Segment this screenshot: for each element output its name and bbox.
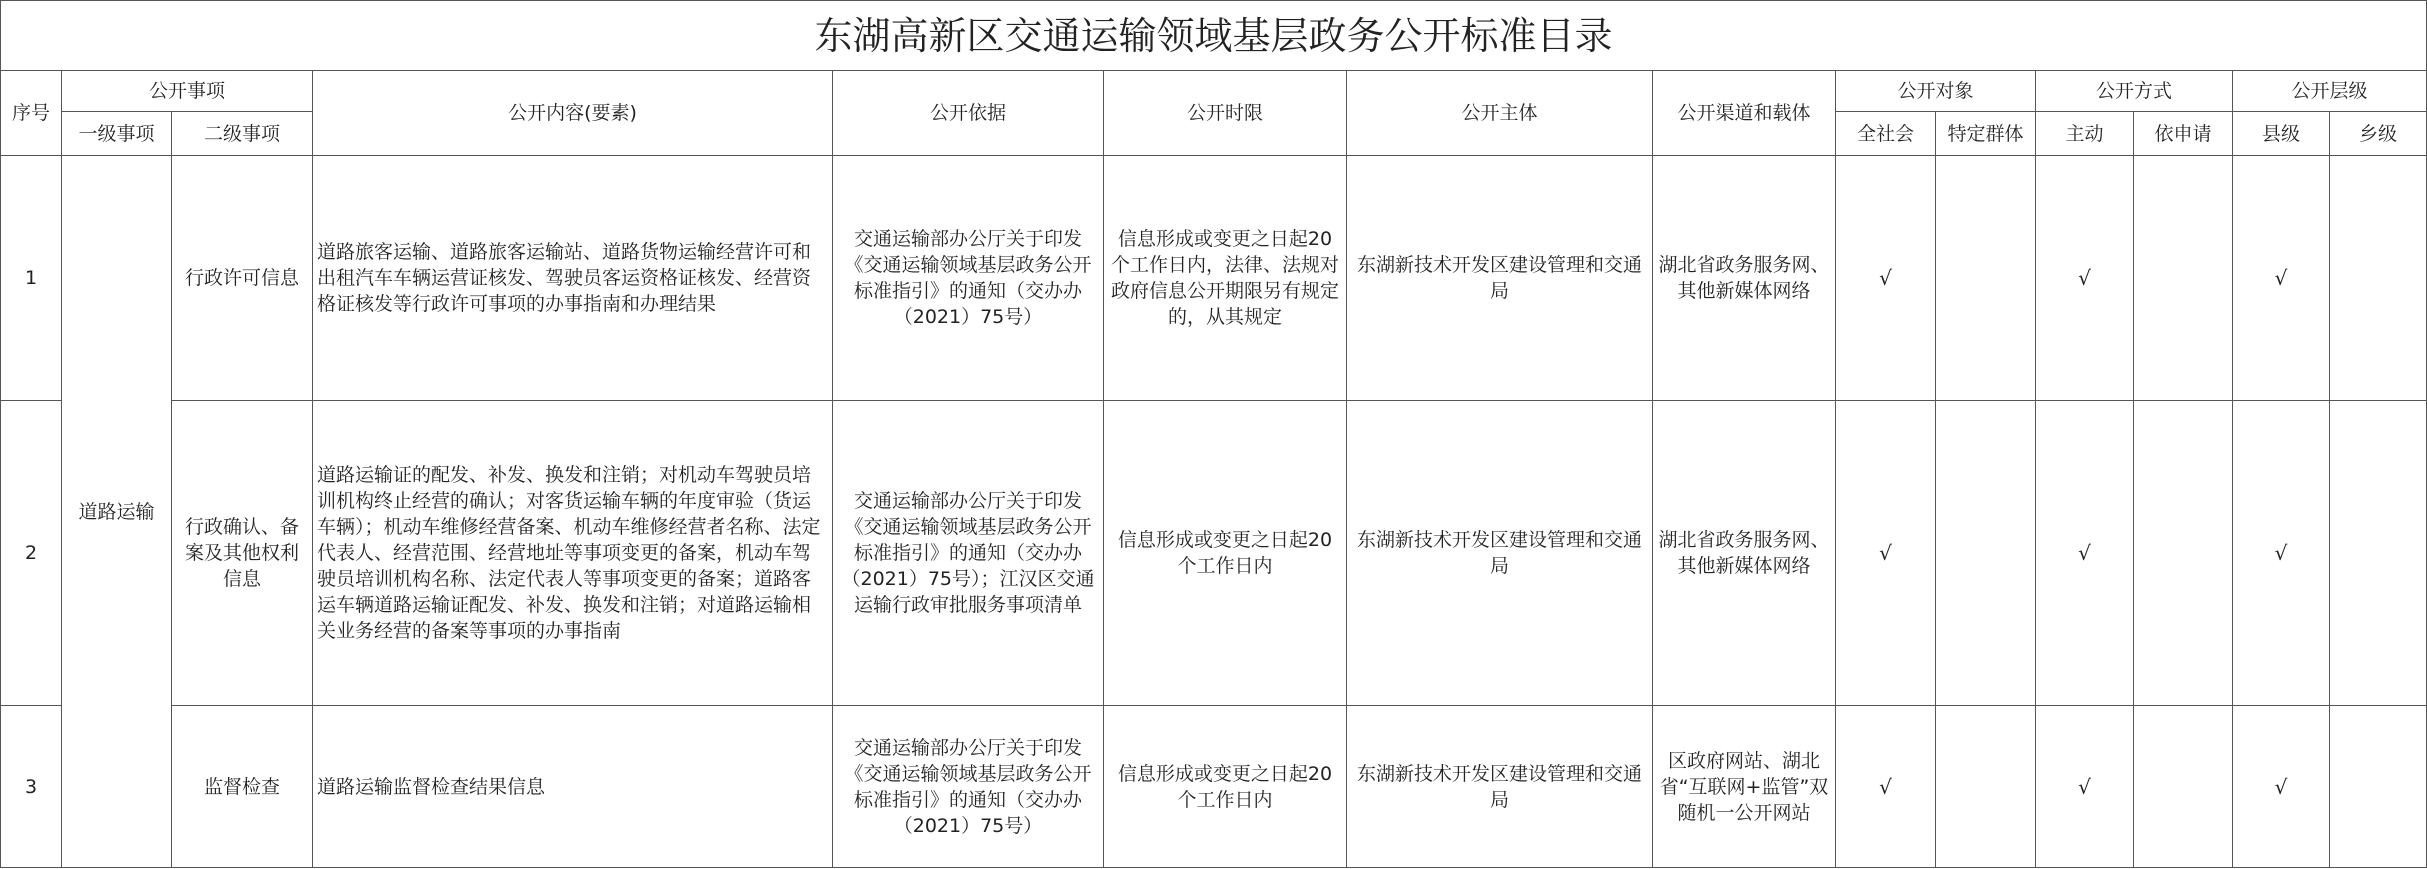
header-level1: 一级事项 (62, 112, 172, 156)
header-method-active: 主动 (2036, 112, 2134, 156)
row-level-county: √ (2233, 706, 2330, 868)
row-level-town (2330, 706, 2427, 868)
row-basis: 交通运输部办公厅关于印发《交通运输领域基层政务公开标准指引》的通知（交办办（2021）75号） (833, 156, 1104, 401)
row-content: 道路旅客运输、道路旅客运输站、道路货物运输经营许可和出租汽车车辆运营证核发、驾驶员客运资格证核发、经营资格证核发等行政许可事项的办事指南和办理结果 (313, 156, 833, 401)
row-content: 道路运输监督检查结果信息 (313, 706, 833, 868)
row-seq: 1 (1, 156, 62, 401)
table-row (1, 706, 2427, 868)
header-level-county: 县级 (2233, 112, 2330, 156)
header-seq: 序号 (1, 71, 62, 156)
row-audience-specific (1936, 706, 2036, 868)
header-level: 公开层级 (2233, 71, 2427, 112)
header-subject: 公开主体 (1347, 71, 1653, 156)
row-channel: 湖北省政务服务网、其他新媒体网络 (1653, 156, 1836, 401)
row-time-limit: 信息形成或变更之日起20个工作日内 (1104, 706, 1347, 868)
row-audience-specific (1936, 401, 2036, 706)
row-seq: 3 (1, 706, 62, 868)
row-level-town (2330, 401, 2427, 706)
row-method-request (2134, 706, 2233, 868)
row-time-limit: 信息形成或变更之日起20个工作日内，法律、法规对政府信息公开期限另有规定的，从其规定 (1104, 156, 1347, 401)
table-row (1, 401, 2427, 706)
header-level-town: 乡级 (2330, 112, 2427, 156)
row-time-limit: 信息形成或变更之日起20个工作日内 (1104, 401, 1347, 706)
row-level-county: √ (2233, 156, 2330, 401)
header-channel: 公开渠道和载体 (1653, 71, 1836, 156)
row-audience-all: √ (1836, 706, 1936, 868)
level1-item: 道路运输 (62, 156, 172, 868)
row-channel: 湖北省政务服务网、其他新媒体网络 (1653, 401, 1836, 706)
row-level-county: √ (2233, 401, 2330, 706)
header-time-limit: 公开时限 (1104, 71, 1347, 156)
row-basis: 交通运输部办公厅关于印发《交通运输领域基层政务公开标准指引》的通知（交办办（2021）75号） (833, 706, 1104, 868)
row-level2: 监督检查 (172, 706, 313, 868)
row-channel: 区政府网站、湖北省“互联网+监管”双随机一公开网站 (1653, 706, 1836, 868)
table-row (1, 156, 2427, 401)
row-audience-all: √ (1836, 401, 1936, 706)
row-method-request (2134, 401, 2233, 706)
header-level2: 二级事项 (172, 112, 313, 156)
row-subject: 东湖新技术开发区建设管理和交通局 (1347, 706, 1653, 868)
row-level2: 行政许可信息 (172, 156, 313, 401)
header-basis: 公开依据 (833, 71, 1104, 156)
row-seq: 2 (1, 401, 62, 706)
header-audience-specific: 特定群体 (1936, 112, 2036, 156)
header-method-request: 依申请 (2134, 112, 2233, 156)
row-level-town (2330, 156, 2427, 401)
row-audience-all: √ (1836, 156, 1936, 401)
header-audience: 公开对象 (1836, 71, 2036, 112)
row-audience-specific (1936, 156, 2036, 401)
row-method-active: √ (2036, 156, 2134, 401)
row-level2: 行政确认、备案及其他权利信息 (172, 401, 313, 706)
row-subject: 东湖新技术开发区建设管理和交通局 (1347, 401, 1653, 706)
row-content: 道路运输证的配发、补发、换发和注销；对机动车驾驶员培训机构终止经营的确认；对客货运输车辆的年度审验（货运车辆）；机动车维修经营备案、机动车维修经营者名称、法定代表人、经营范围、经营地址等事项变更的备案，机动车驾驶员培训机构名称、法定代表人等事项变更的备案；道路客运车辆道路运输证配发、补发、换发和注销；对道路运输相关业务经营的备案等事项的办事指南 (313, 401, 833, 706)
row-method-request (2134, 156, 2233, 401)
header-audience-all: 全社会 (1836, 112, 1936, 156)
row-basis: 交通运输部办公厅关于印发《交通运输领域基层政务公开标准指引》的通知（交办办（2021）75号）；江汉区交通运输行政审批服务事项清单 (833, 401, 1104, 706)
row-method-active: √ (2036, 401, 2134, 706)
row-method-active: √ (2036, 706, 2134, 868)
header-matters: 公开事项 (62, 71, 313, 112)
row-subject: 东湖新技术开发区建设管理和交通局 (1347, 156, 1653, 401)
header-method: 公开方式 (2036, 71, 2233, 112)
header-content: 公开内容(要素) (313, 71, 833, 156)
page-title: 东湖高新区交通运输领域基层政务公开标准目录 (1, 1, 2427, 71)
